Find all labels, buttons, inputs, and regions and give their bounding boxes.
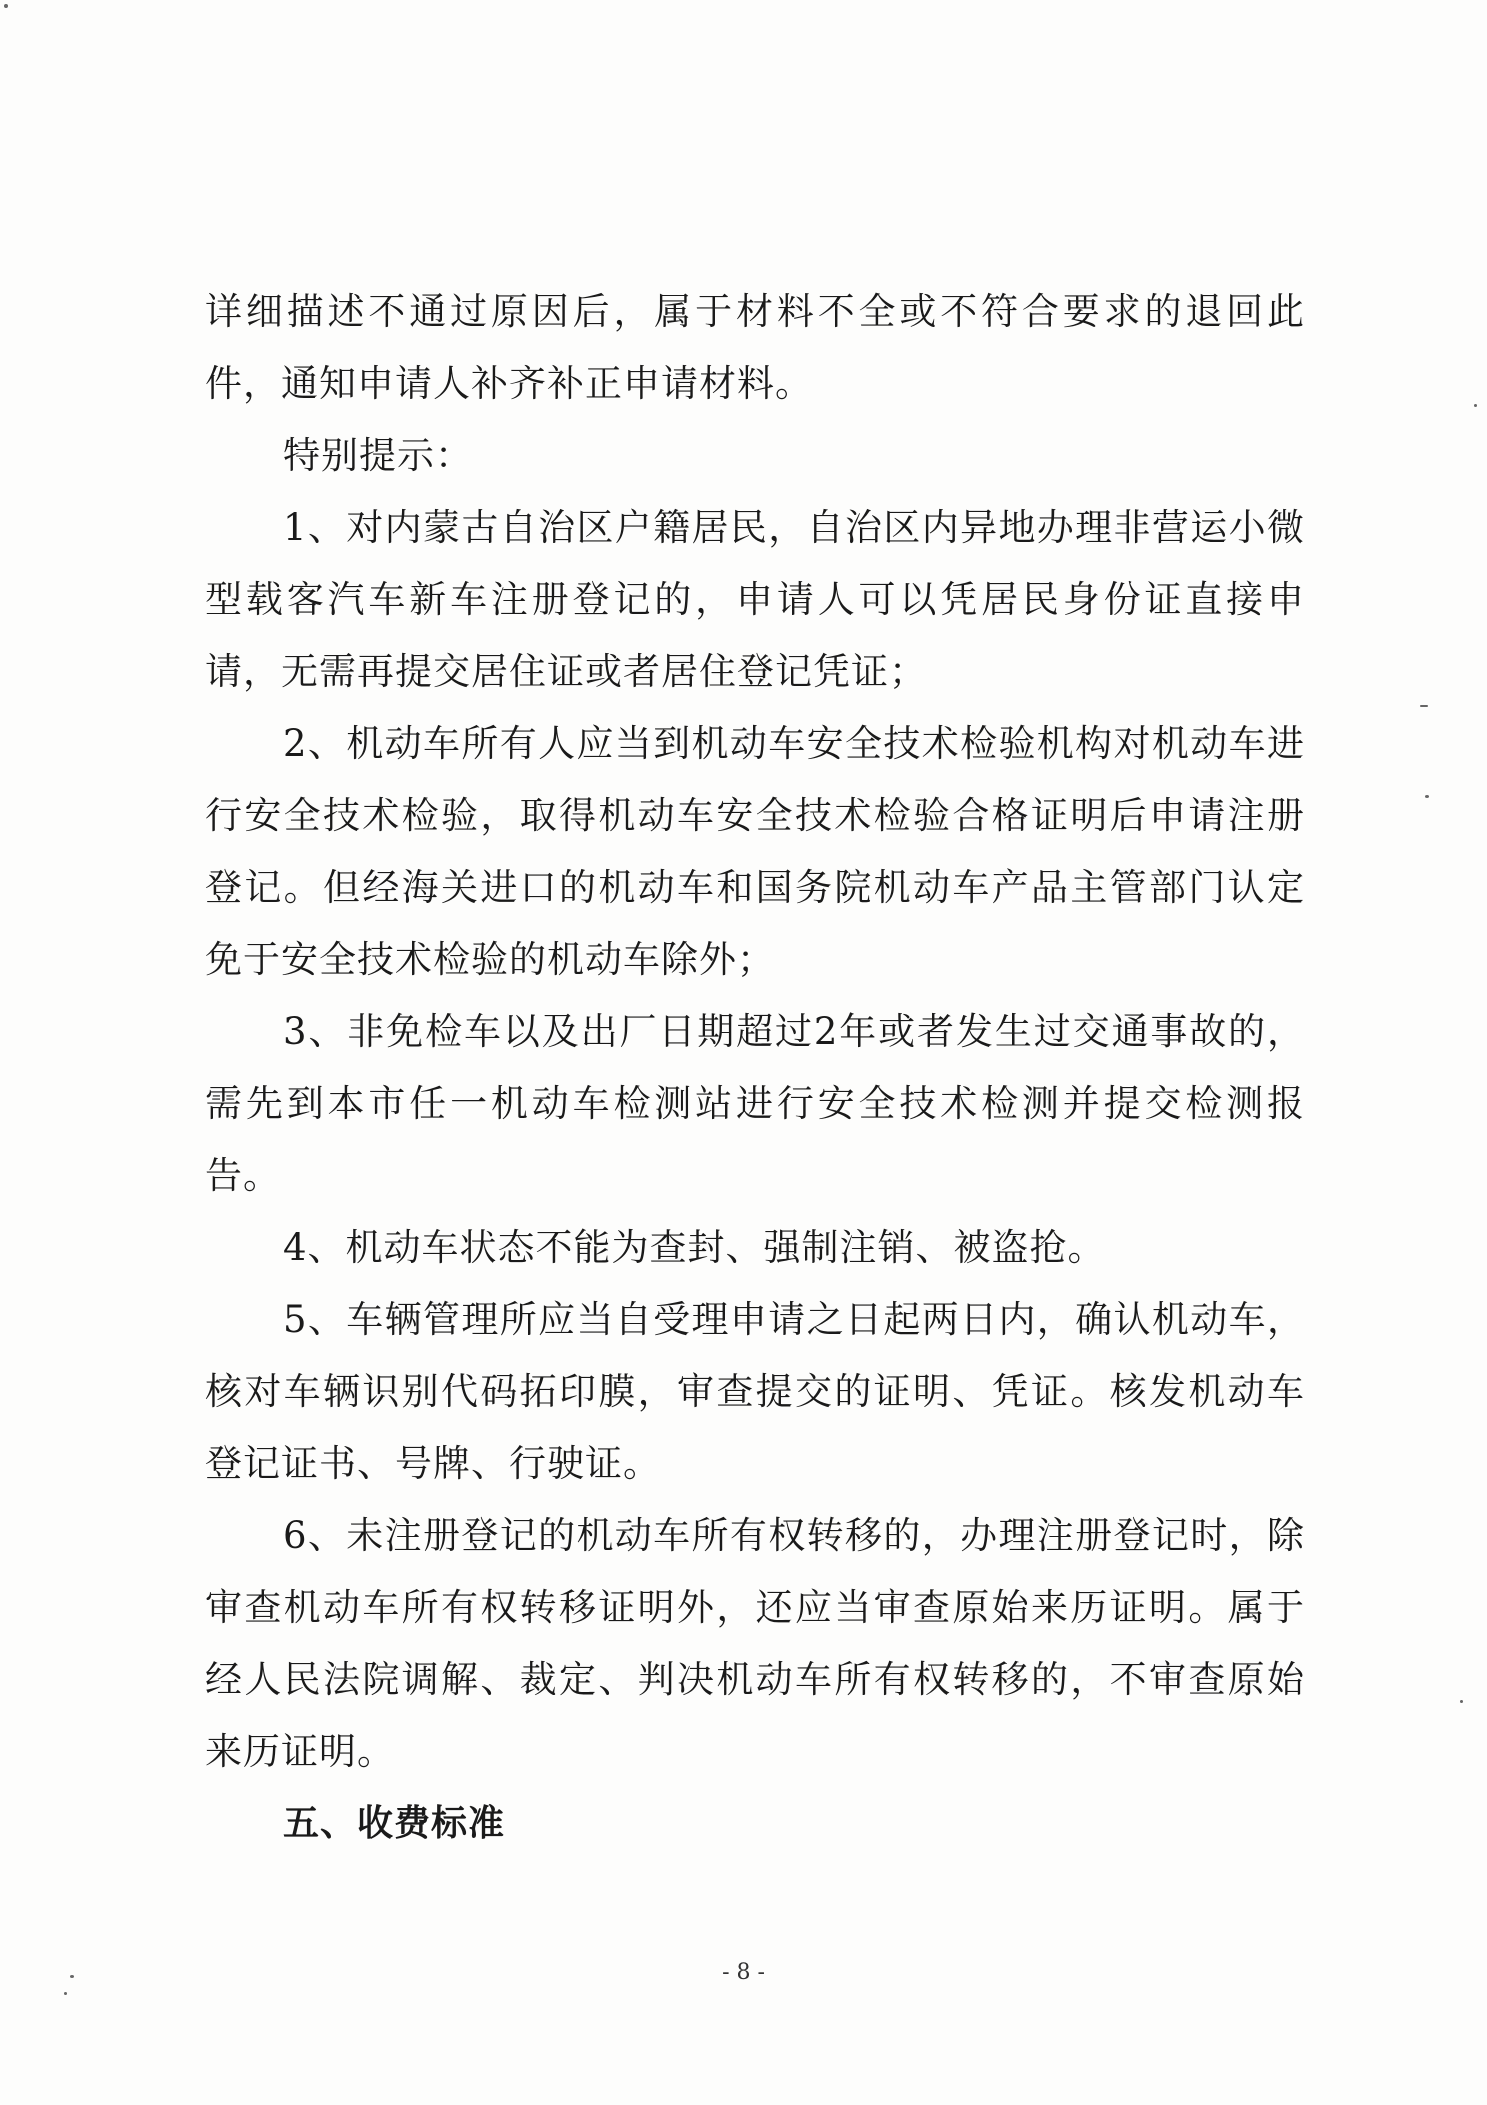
scan-speck	[64, 1992, 67, 1995]
paragraph-continuation: 详细描述不通过原因后，属于材料不全或不符合要求的退回此件，通知申请人补齐补正申请材料。	[205, 290, 1305, 405]
scan-speck	[1420, 705, 1428, 707]
paragraph-note-6: 6、未注册登记的机动车所有权转移的，办理注册登记时，除审查机动车所有权转移证明外，还应当审查原始来历证明。属于经人民法院调解、裁定、判决机动车所有权转移的，不审查原始来历证明。	[205, 1514, 1305, 1773]
scan-speck	[1474, 404, 1477, 407]
section-heading: 五、收费标准	[283, 1803, 506, 1844]
document-body	[205, 276, 1305, 1860]
paragraph-note-5: 5、车辆管理所应当自受理申请之日起两日内，确认机动车，核对车辆识别代码拓印膜，审查提交的证明、凭证。核发机动车登记证书、号牌、行驶证。	[205, 1298, 1305, 1485]
scan-speck	[70, 1975, 74, 1978]
scan-speck	[1425, 795, 1429, 798]
scan-speck	[1460, 1700, 1463, 1703]
paragraph-note-2: 2、机动车所有人应当到机动车安全技术检验机构对机动车进行安全技术检验，取得机动车安全技术检验合格证明后申请注册登记。但经海关进口的机动车和国务院机动车产品主管部门认定免于安全技术检验的机动车除外；	[205, 722, 1305, 981]
paragraph-note-1: 1、对内蒙古自治区户籍居民，自治区内异地办理非营运小微型载客汽车新车注册登记的，申请人可以凭居民身份证直接申请，无需再提交居住证或者居住登记凭证；	[205, 506, 1305, 693]
paragraph-special-note-label: 特别提示：	[283, 434, 473, 477]
scan-speck	[4, 4, 8, 8]
paragraph-note-4: 4、机动车状态不能为查封、强制注销、被盗抢。	[283, 1226, 1106, 1269]
paragraph-note-3: 3、非免检车以及出厂日期超过2年或者发生过交通事故的，需先到本市任一机动车检测站进行安全技术检测并提交检测报告。	[205, 1010, 1305, 1197]
page-number: - 8 -	[722, 1960, 765, 1985]
